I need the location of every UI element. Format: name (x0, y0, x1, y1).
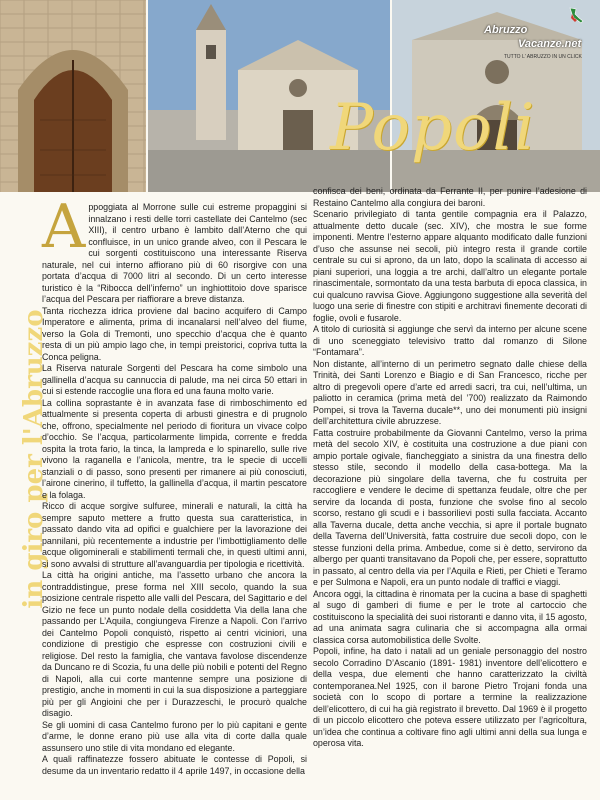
abruzzo-vacanze-logo[interactable] (470, 4, 598, 64)
italy-map-icon (564, 6, 586, 28)
dropcap: A (42, 192, 86, 262)
logo-tagline: TUTTO L' ABRUZZO IN UN CLICK (504, 54, 582, 60)
text-column-2 (313, 186, 587, 750)
paragraph: La Riserva naturale Sorgenti del Pescara ha come simbolo una gallinella d’acqua su cannuccia di palude, ma nei circa 50 ettari in cui si estende raccoglie una flora ed una fauna molto varie. (42, 363, 307, 396)
paragraph: Tanta ricchezza idrica proviene dal bacino acquifero di Campo Imperatore e alimenta, prima di incanalarsi nell’alveo del fiume, verso la Gola di Tremonti, uno specchio d’acqua che è quanto resta di un più ampio lago che, in tempi preistorici, copriva tutta la Conca peligna. (42, 305, 307, 362)
paragraph: Se gli uomini di casa Cantelmo furono per lo più capitani e gente d’arme, le donne erano più use alla vita di corte dalla quale assunsero uno stile di vita mondano ed elegante. (42, 719, 307, 753)
paragraph: La collina soprastante è in avanzata fase di rimboschimento ed attualmente si presenta coperta di arbusti ginestra e di prugnolo che, offrono, specialmente nel periodo di fioritura un vivace colpo d’occhio. Se l’acqua, particolarmente limpida, corrente e fredda ospita la trota fario, la tinca, la lampreda e lo spinarello, sulle rive vivono la raganella e l’anicola, mentre, tra le specie di uccelli stanziali o di passo, sono presenti per rimanere ai più conosciuti, l’airone cinerino, il tuffetto, la gallinella d’acqua, il martin pescatore e la folaga. (42, 397, 307, 500)
paragraph: La città ha origini antiche, ma l’assetto urbano che ancora la contraddistingue, prese forma nel XIII secolo, quando la sua posizione centrale rispetto alle valli del Pescara, del Sagittario e del Gizio ne fece un punto nodale della cosiddetta Via della lana che passando per L’Aquila, congiungeva Firenze a Napoli. Con l’arrivo dei Cantelmo Popoli conquistò, rispetto ai centri viciniori, una condizione di prestigio che espresse con costruzioni civili e religiose. Del resto la famiglia, che vantava favolose discendenze da Duncano re di Scozia, fu una delle più nobili e potenti del Regno di Napoli, alla cui corte mantenne sempre una posizione di prestigio, anche in momenti in cui la sua disposizione a parteggiare più per gli Angioini che per i Durazzeschi, le procurò qualche disagio. (42, 570, 307, 718)
paragraph: Ancora oggi, la cittadina è rinomata per la cucina a base di spaghetti al sugo di gamberi di fiume e per le trote al cartoccio che costituiscono la specialità dei suoi ristoranti e danno vita, il 15 agosto, ad una animata sagra culinaria che si accompagna alla ormai classica corsa automobilistica delle Svolte. (313, 588, 587, 645)
page-title: Popoli (330, 91, 536, 165)
text-column-1 (42, 192, 307, 777)
sidebar-title: in giro per l'Abruzzo (19, 309, 49, 609)
paragraph: Fatta costruire probabilmente da Giovanni Cantelmo, verso la prima metà del secolo XIV, è costituita una costruzione a due piani con ampio portale ogivale, fiancheggiato a sinistra da una finestra dello stesso stile, secondo il modello della casa-bottega. Ma la decorazione più singolare della taverna, che fu costruita per raccogliere e vendere le decime di spettanza feudale, oltre che per servire da locanda di posta, funzione che svolse fino al secolo scorso, restano gli scudi e i bassorilievi posti sulla facciata. Accanto alla Taverna ducale, detta anche vecchia, si apre il portale bugnato della Taverna dell’Università, fatta costruire due secoli dopo, con le stesse funzioni della prima. Ambedue, come si è detto, servirono da albergo per quanti transitavano da Popoli che, per essere, soprattutto in passato, al centro della via per l’Aquila e Rieti, per Chieti e Teramo e per Sulmona e Napoli, era un punto nodale di traffici e viaggi. (313, 427, 587, 587)
paragraph: A quali raffinatezze fossero abituate le contesse di Popoli, si desume da un inventario redatto il 4 aprile 1497, in occasione della (42, 754, 307, 776)
paragraph: ppoggiata al Morrone sulle cui estreme propaggini si innalzano i resti delle torri castellate dei Cantelmo (sec XIII), il centro urbano è lambito dall’Aterno che qui confluisce, in un unico grande alveo, con il Pescara le cui sorgenti costituiscono una interessante Riserva naturale, nel cui interno affiorano più di 60 risorgive con una portata d’acqua di 7000 litri al secondo. Di un certo interesse turistico è la “Ribocca dell’inferno” un inghiottitoio dove sparisce l’acqua del Pescara per riaffiorare a breve distanza. (42, 202, 307, 304)
paragraph: Non distante, all’interno di un perimetro segnato dalle chiese della Trinità, dei Santi Lorenzo e Biagio e di San Francesco, ricche per altro di pregevoli opere d’arte ed arredi sacri, tra cui, nell’ultima, un paliotto in ceramica (prima metà del ’700) realizzato da Raimondo Pompei, si trova la Taverna ducale**, uno dei monumenti più insigni dell’architettura civile abruzzese. (313, 358, 587, 426)
logo-line1: Abruzzo (484, 24, 528, 36)
paragraph: A titolo di curiosità si aggiunge che servì da interno per alcune scene di uno sceneggiato televisivo tratto dal romanzo di Silone “Fontamara”. (313, 324, 587, 357)
paragraph: Ricco di acque sorgive sulfuree, minerali e naturali, la città ha sempre saputo mettere a frutto questa sua caratteristica, in passato dando vita ad opifici e gualchiere per la lavorazione dei pannilani, più recentemente a industrie per l’imbottigliamento delle acque oligominerali e stabilimenti termali che, in questi ultimi anni, si sono avvalsi di strutture all’avanguardia per tipologia e ricettività. (42, 501, 307, 569)
paragraph: Scenario privilegiato di tanta gentile compagnia era il Palazzo, attualmente detto ducale (sec. XIV), che mostra le sue forme imponenti. Mentre l’esterno appare alquanto modificato dalle funzioni d’uso che assunse nei secoli, più integro resta il grande cortile centrale su cui si aprono, da un lato, dopo la scalinata di accesso ai piani superiori, una loggia a tre archi, dall’altro un elegante portale rinascimentale, sormontato da una testa barbuta di epoca classica, in cui qualcuno ravvisa Giove. Aggiungono suggestione alla severità del luogo una serie di finestre con stipiti e architravi finemente decorati di foglie, ovoli e fusarole. (313, 209, 587, 323)
photo-stone-portal (0, 0, 146, 192)
logo-line2: Vacanze.net (518, 38, 582, 50)
paragraph: Popoli, infine, ha dato i natali ad un geniale personaggio del nostro secolo Corradino D’Ascanio (1891- 1981) inventore dell’elicottero e della vespa, due elementi che hanno caratterizzato la civiltà contemporanea.Nel 1925, con il barone Pietro Trojani fonda una società con lo scopo di portare a termine la realizzazione dell’elicottero, di cui ha già registrato il brevetto. Dal 1969 è il progetto di un piccolo elicottero che poteva essere utilizzato per l’agricoltura, un’idea che continua a coltivare fino agli ultimi anni della sua lunga e operosa vita. (313, 646, 587, 748)
paragraph: confisca dei beni, ordinata da Ferrante II, per punire l’adesione di Restaino Cantelmo alla congiura dei baroni. (313, 186, 587, 208)
